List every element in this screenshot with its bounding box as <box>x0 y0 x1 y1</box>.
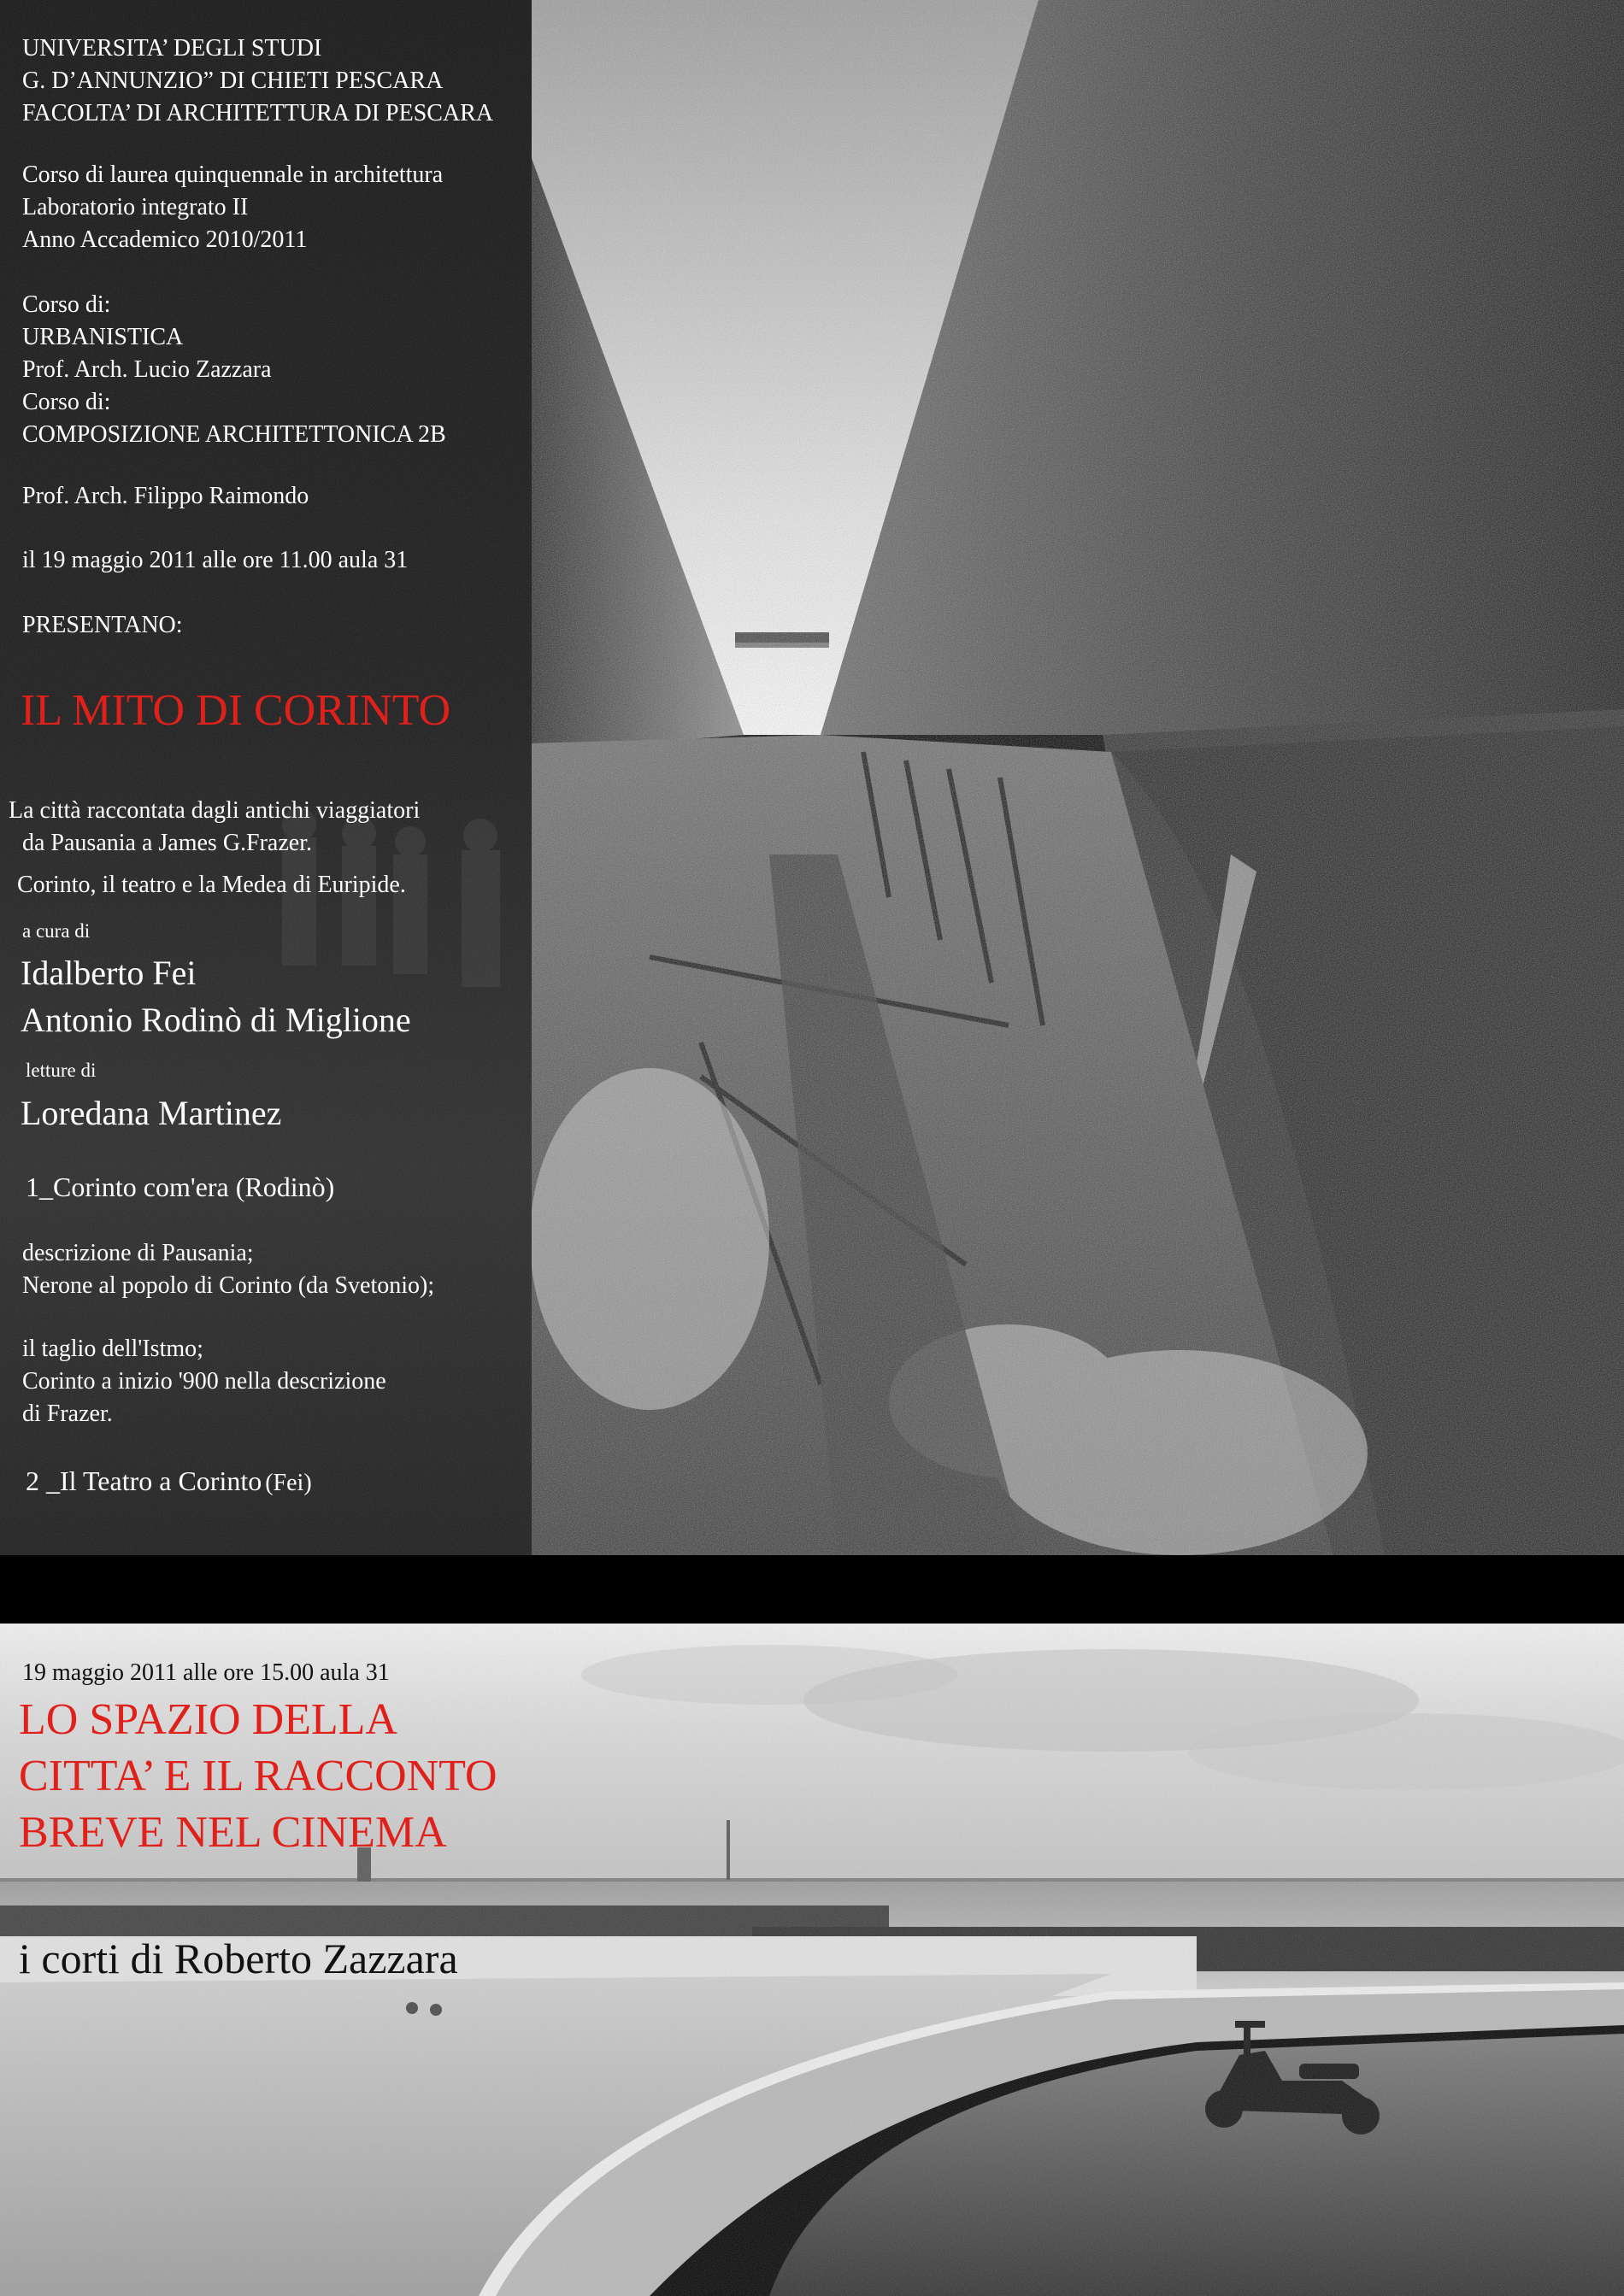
event-title: IL MITO DI CORINTO <box>21 686 451 735</box>
curated-label: a cura di <box>22 920 91 942</box>
readings-label: letture di <box>26 1060 97 1081</box>
part1-line: il taglio dell'Istmo; <box>22 1336 203 1362</box>
bottom-section <box>0 1624 1624 2296</box>
university-header <box>22 32 493 130</box>
event-date-line: il 19 maggio 2011 alle ore 11.00 aula 31 <box>22 547 409 573</box>
professor-name: Prof. Arch. Filippo Raimondo <box>22 483 309 509</box>
event-subtitle: Corinto, il teatro e la Medea di Euripide. <box>17 872 406 898</box>
reader-name: Loredana Martinez <box>21 1094 282 1132</box>
courses-list <box>22 289 446 451</box>
course-line: Laboratorio integrato II <box>22 194 249 220</box>
part1-line: Nerone al popolo di Corinto (da Svetonio); <box>22 1272 435 1299</box>
part1-details-b <box>22 1333 386 1430</box>
part1-details <box>22 1237 434 1302</box>
part1-line: Corinto a inizio '900 nella descrizione <box>22 1368 386 1395</box>
event-subtitle: da Pausania a James G.Frazer. <box>22 830 312 856</box>
presentano-label: PRESENTANO: <box>22 612 183 638</box>
university-line: UNIVERSITA’ DEGLI STUDI <box>22 35 322 62</box>
event-subtitle: La città raccontata dagli antichi viaggiatori <box>9 797 421 824</box>
courses-line: Corso di: <box>22 389 111 415</box>
course-info <box>22 159 443 256</box>
event2-title-line: CITTA’ E IL RACCONTO <box>19 1752 497 1800</box>
curator-name: Idalberto Fei <box>21 954 197 992</box>
courses-line: Prof. Arch. Lucio Zazzara <box>22 356 272 383</box>
part1-line: di Frazer. <box>22 1401 113 1427</box>
event2-title-line: LO SPAZIO DELLA <box>19 1695 397 1744</box>
university-line: G. D’ANNUNZIO” DI CHIETI PESCARA <box>22 68 444 94</box>
course-line: Anno Accademico 2010/2011 <box>22 226 308 253</box>
curator-name: Antonio Rodinò di Miglione <box>21 1001 411 1039</box>
course-line: Corso di laurea quinquennale in architettura <box>22 161 444 188</box>
part1-title: 1_Corinto com'era (Rodinò) <box>26 1171 335 1202</box>
event2-date-line: 19 maggio 2011 alle ore 15.00 aula 31 <box>22 1659 390 1686</box>
courses-line: Corso di: <box>22 291 111 318</box>
event2-title-line: BREVE NEL CINEMA <box>19 1808 447 1857</box>
courses-line: COMPOSIZIONE ARCHITETTONICA 2B <box>22 421 446 448</box>
event2-subtitle: i corti di Roberto Zazzara <box>19 1935 458 1982</box>
part2-title: 2 _Il Teatro a Corinto <box>26 1465 262 1496</box>
part1-line: descrizione di Pausania; <box>22 1240 254 1266</box>
part2-suffix: (Fei) <box>265 1470 312 1496</box>
courses-line: URBANISTICA <box>22 324 184 350</box>
event2-title <box>19 1692 497 1861</box>
divider-band <box>0 1555 1624 1624</box>
university-line: FACOLTA’ DI ARCHITETTURA DI PESCARA <box>22 100 494 126</box>
part2-line <box>26 1463 312 1499</box>
